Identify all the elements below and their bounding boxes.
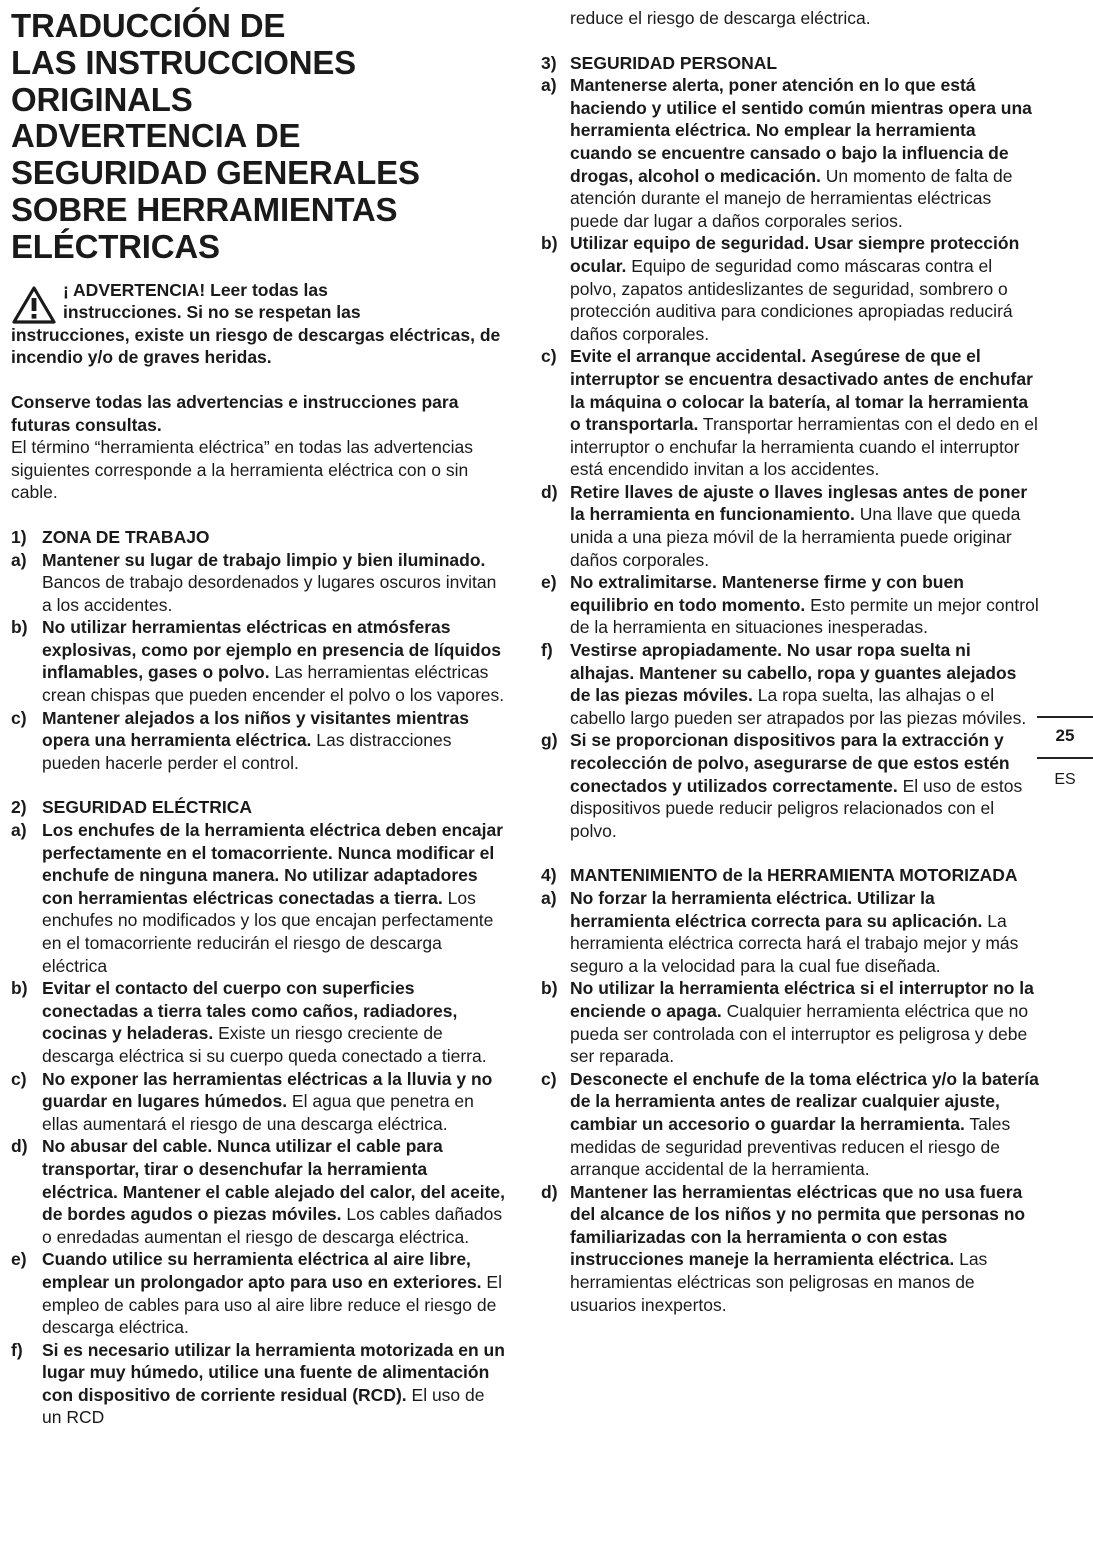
item-bold-text: No exponer las herramientas eléctricas a la lluvia y no guardar en lugares húmedos. xyxy=(42,1068,493,1112)
item-key: g) xyxy=(541,730,558,751)
item-text xyxy=(570,729,1039,842)
item-text xyxy=(570,1181,1039,1317)
item-regular-text: El agua que penetra en ellas aumentará el riesgo de una descarga eléctrica. xyxy=(42,1091,474,1134)
list-item xyxy=(541,729,1039,842)
section-number: 1) xyxy=(11,526,27,547)
section-number: 3) xyxy=(541,52,557,73)
item-bold-text: No abusar del cable. Nunca utilizar el cable para transportar, tirar o desenchufar la herramienta eléctrica. Mantener el cable alejado del calor, del aceite, de bordes agudos o piezas móviles. xyxy=(42,1136,505,1225)
list-item xyxy=(11,549,506,617)
item-text xyxy=(42,549,506,617)
item-key: a) xyxy=(541,75,557,96)
list-item xyxy=(541,571,1039,639)
list-item xyxy=(541,345,1039,481)
item-text xyxy=(42,819,506,977)
item-text xyxy=(42,1068,506,1136)
item-text xyxy=(570,481,1039,571)
list-item xyxy=(11,819,506,977)
item-text xyxy=(570,887,1039,977)
item-key: b) xyxy=(541,233,558,254)
item-regular-text: La ropa suelta, las alhajas o el cabello largo pueden ser atrapados por las piezas móviles. xyxy=(570,685,1027,728)
page-marker-rule-top xyxy=(1037,716,1093,718)
item-text xyxy=(42,616,506,706)
list-item xyxy=(541,481,1039,571)
section-2-items xyxy=(11,819,506,1429)
item-regular-text: Cualquier herramienta eléctrica que no pueda ser controlada con el interruptor es peligrosa y debe ser reparada. xyxy=(570,1000,1029,1067)
title-line: ADVERTENCIA DE xyxy=(11,117,301,155)
title-line: ELÉCTRICAS xyxy=(11,227,220,265)
list-item xyxy=(11,1248,506,1338)
item-regular-text: Existe un riesgo creciente de descarga eléctrica si su cuerpo queda conectado a tierra. xyxy=(42,1023,487,1066)
item-key: d) xyxy=(541,1181,558,1202)
item-text xyxy=(42,1248,506,1338)
section-title: SEGURIDAD ELÉCTRICA xyxy=(42,797,253,818)
title-line: SEGURIDAD GENERALES xyxy=(11,154,420,192)
list-item xyxy=(541,74,1039,232)
item-key: c) xyxy=(541,346,557,367)
item-text xyxy=(570,639,1039,729)
item-text xyxy=(42,1339,506,1429)
item-regular-text: Las herramientas eléctricas crean chispas que pueden encender el polvo o los vapores. xyxy=(42,662,505,706)
item-text xyxy=(42,977,506,1067)
item-key: d) xyxy=(541,481,558,502)
list-item xyxy=(541,639,1039,729)
list-item xyxy=(541,977,1039,1067)
warning-line-1: ¡ ADVERTENCIA! Leer todas las xyxy=(63,279,328,300)
term-definition: El término “herramienta eléctrica” en todas las advertencias siguientes corresponde a la herramienta eléctrica con o sin cable. xyxy=(11,437,474,503)
item-regular-text: Una llave que queda unida a una pieza móvil de la herramienta puede originar daños corporales. xyxy=(570,504,1021,570)
item-bold-text: Mantener las herramientas eléctricas que no usa fuera del alcance de los niños y no permita que personas no familiarizadas con la herramienta o con estas instrucciones maneje la herramienta eléctrica. xyxy=(570,1181,1026,1270)
item-key: f) xyxy=(541,640,553,661)
warning-block xyxy=(11,279,506,369)
list-item xyxy=(541,1181,1039,1317)
item-key: d) xyxy=(11,1136,28,1157)
page-number: 25 xyxy=(1055,726,1075,745)
list-item xyxy=(11,707,506,775)
item-bold-text: Retire llaves de ajuste o llaves inglesas antes de poner la herramienta en funcionamiento. xyxy=(570,481,1028,525)
item-text xyxy=(570,977,1039,1067)
item-key: f) xyxy=(11,1339,23,1360)
item-bold-text: Desconecte el enchufe de la toma eléctrica y/o la batería de la herramienta antes de realizar cualquier ajuste, cambiar un accesorio o guardar la herramienta. xyxy=(570,1068,1039,1134)
section-number: 4) xyxy=(541,865,557,886)
item-regular-text: Transportar herramientas con el dedo en el interruptor o enchufar la herramienta cuando el interruptor está encendido invitan a los accidentes. xyxy=(570,414,1038,480)
item-text xyxy=(42,707,506,775)
warning-triangle-icon xyxy=(11,285,57,325)
list-item xyxy=(11,1339,506,1429)
item-regular-text: Las herramientas eléctricas son peligrosas en manos de usuarios inexpertos. xyxy=(570,1249,988,1315)
item-key: e) xyxy=(11,1249,27,1270)
item-bold-text: Evite el arranque accidental. Asegúrese de que el interruptor se encuentra desactivado antes de enchufar la máquina o colocar la batería, al tomar la herramienta o transportarla. xyxy=(570,346,1033,435)
item-text xyxy=(570,232,1039,345)
item-bold-text: No utilizar la herramienta eléctrica si el interruptor no la enciende o apaga. xyxy=(570,978,1034,1021)
section-number: 2) xyxy=(11,797,27,818)
item-key: b) xyxy=(11,978,28,999)
warning-line-2: instrucciones. Si no se respetan las xyxy=(63,302,361,323)
section-heading xyxy=(11,796,506,819)
list-item xyxy=(11,977,506,1067)
item-bold-text: Si es necesario utilizar la herramienta motorizada en un lugar muy húmedo, utilice una fuente de alimentación con dispositivo de corriente residual (RCD). xyxy=(42,1339,505,1405)
item-key: a) xyxy=(11,549,27,570)
warning-text: instrucciones, existe un riesgo de descargas eléctricas, de incendio y/o de graves heridas. xyxy=(11,324,501,368)
item-bold-text: Los enchufes de la herramienta eléctrica deben encajar perfectamente en el tomacorriente. Nunca modificar el enchufe de ninguna manera. No utilizar adaptadores con herramientas eléctricas conectadas a tierra. xyxy=(42,820,504,908)
section-3-items xyxy=(541,74,1039,842)
section-heading xyxy=(11,526,506,549)
list-item xyxy=(11,616,506,706)
list-item xyxy=(11,1068,506,1136)
item-key: b) xyxy=(541,978,558,999)
item-regular-text: El uso de estos dispositivos puede reducir peligros relacionados con el polvo. xyxy=(570,775,1023,841)
list-item xyxy=(541,1068,1039,1181)
section-title: SEGURIDAD PERSONAL xyxy=(570,52,778,73)
continuation-text: reduce el riesgo de descarga eléctrica. xyxy=(570,8,871,28)
title-line: TRADUCCIÓN DE xyxy=(11,7,286,44)
section-title: MANTENIMIENTO de la HERRAMIENTA MOTORIZADA xyxy=(570,865,1018,886)
item-text xyxy=(570,1068,1039,1181)
list-item xyxy=(11,1135,506,1248)
item-key: b) xyxy=(11,617,28,638)
item-text xyxy=(570,74,1039,232)
section-1-items xyxy=(11,549,506,775)
item-bold-text: Utilizar equipo de seguridad. Usar siempre protección ocular. xyxy=(570,233,1020,276)
item-text xyxy=(570,345,1039,481)
item-bold-text: Mantener su lugar de trabajo limpio y bien iluminado. xyxy=(42,549,486,570)
item-regular-text: Un momento de falta de atención durante el manejo de herramientas eléctricas puede dar lugar a daños corporales serios. xyxy=(570,165,1013,231)
list-item xyxy=(541,887,1039,977)
item-text xyxy=(570,571,1039,639)
item-regular-text: El empleo de cables para uso al aire libre reduce el riesgo de descarga eléctrica. xyxy=(42,1271,502,1338)
item-bold-text: No utilizar herramientas eléctricas en atmósferas explosivas, como por ejemplo en presencia de líquidos inflamables, gases o polvo. xyxy=(42,617,502,683)
section-heading xyxy=(541,864,1039,887)
section-title: ZONA DE TRABAJO xyxy=(42,526,210,547)
item-regular-text: Esto permite un mejor control de la herramienta en situaciones inesperadas. xyxy=(570,594,1039,638)
item-regular-text: El uso de un RCD xyxy=(42,1384,485,1428)
item-text xyxy=(42,1135,506,1248)
page-title xyxy=(11,8,506,266)
section-4-items xyxy=(541,887,1039,1316)
item-regular-text: La herramienta eléctrica correcta hará el trabajo mejor y más seguro a la velocidad para la cual fue diseñada. xyxy=(570,910,1019,976)
title-line: LAS INSTRUCCIONES xyxy=(11,43,356,81)
item-key: e) xyxy=(541,572,557,593)
section-heading xyxy=(541,52,1039,75)
language-code: ES xyxy=(1054,771,1076,788)
item-key: a) xyxy=(541,887,557,908)
list-item xyxy=(541,232,1039,345)
page-marker-rule-bottom xyxy=(1037,757,1093,759)
item-regular-text: Los enchufes no modificados y los que encajan perfectamente en el tomacorriente reducirán el riesgo de descarga eléctrica xyxy=(42,887,494,976)
title-line: SOBRE HERRAMIENTAS xyxy=(11,190,398,228)
item-regular-text: Tales medidas de seguridad preventivas reducen el riesgo de arranque accidental de la herramienta. xyxy=(570,1113,1011,1180)
item-bold-text: Mantener alejados a los niños y visitantes mientras opera una herramienta eléctrica. xyxy=(42,707,469,751)
item-regular-text: Bancos de trabajo desordenados y lugares oscuros invitan a los accidentes. xyxy=(42,572,497,615)
item-bold-text: No forzar la herramienta eléctrica. Utilizar la herramienta eléctrica correcta para su aplicación. xyxy=(570,887,983,931)
item-key: c) xyxy=(11,707,27,728)
item-key: a) xyxy=(11,820,27,841)
item-bold-text: Vestirse apropiadamente. No usar ropa suelta ni alhajas. Mantener su cabello, ropa y guantes alejados de las piezas móviles. xyxy=(570,640,1017,706)
left-column xyxy=(11,0,506,1429)
item-regular-text: Equipo de seguridad como máscaras contra el polvo, zapatos antideslizantes de seguridad, sombrero o protección auditiva para condiciones apropiadas reducirá daños corporales. xyxy=(570,255,1013,344)
item-bold-text: Cuando utilice su herramienta eléctrica al aire libre, emplear un prolongador apto para uso en exteriores. xyxy=(42,1249,482,1292)
item-bold-text: Evitar el contacto del cuerpo con superficies conectadas a tierra tales como caños, radiadores, cocinas y heladeras. xyxy=(42,978,458,1044)
right-column xyxy=(541,7,1039,1316)
item-key: c) xyxy=(541,1068,557,1089)
item-regular-text: Las distracciones pueden hacerle perder el control. xyxy=(42,730,452,773)
item-bold-text: No extralimitarse. Mantenerse firme y con buen equilibrio en todo momento. xyxy=(570,572,964,615)
item-regular-text: Los cables dañados o enredadas aumentan el riesgo de descarga eléctrica. xyxy=(42,1204,503,1247)
title-line: ORIGINALS xyxy=(11,80,193,118)
keep-instructions: Conserve todas las advertencias e instrucciones para futuras consultas. xyxy=(11,391,459,435)
item-bold-text: Si se proporcionan dispositivos para la extracción y recolección de polvo, asegurarse de que estos estén conectados y utilizados correctamente. xyxy=(570,730,1010,796)
item-key: c) xyxy=(11,1068,27,1089)
item-bold-text: Mantenerse alerta, poner atención en lo que está haciendo y utilice el sentido común mientras opera una herramienta eléctrica. No emplear la herramienta cuando se encuentre cansado o bajo la influencia de drogas, alcohol o medicación. xyxy=(570,75,1032,186)
